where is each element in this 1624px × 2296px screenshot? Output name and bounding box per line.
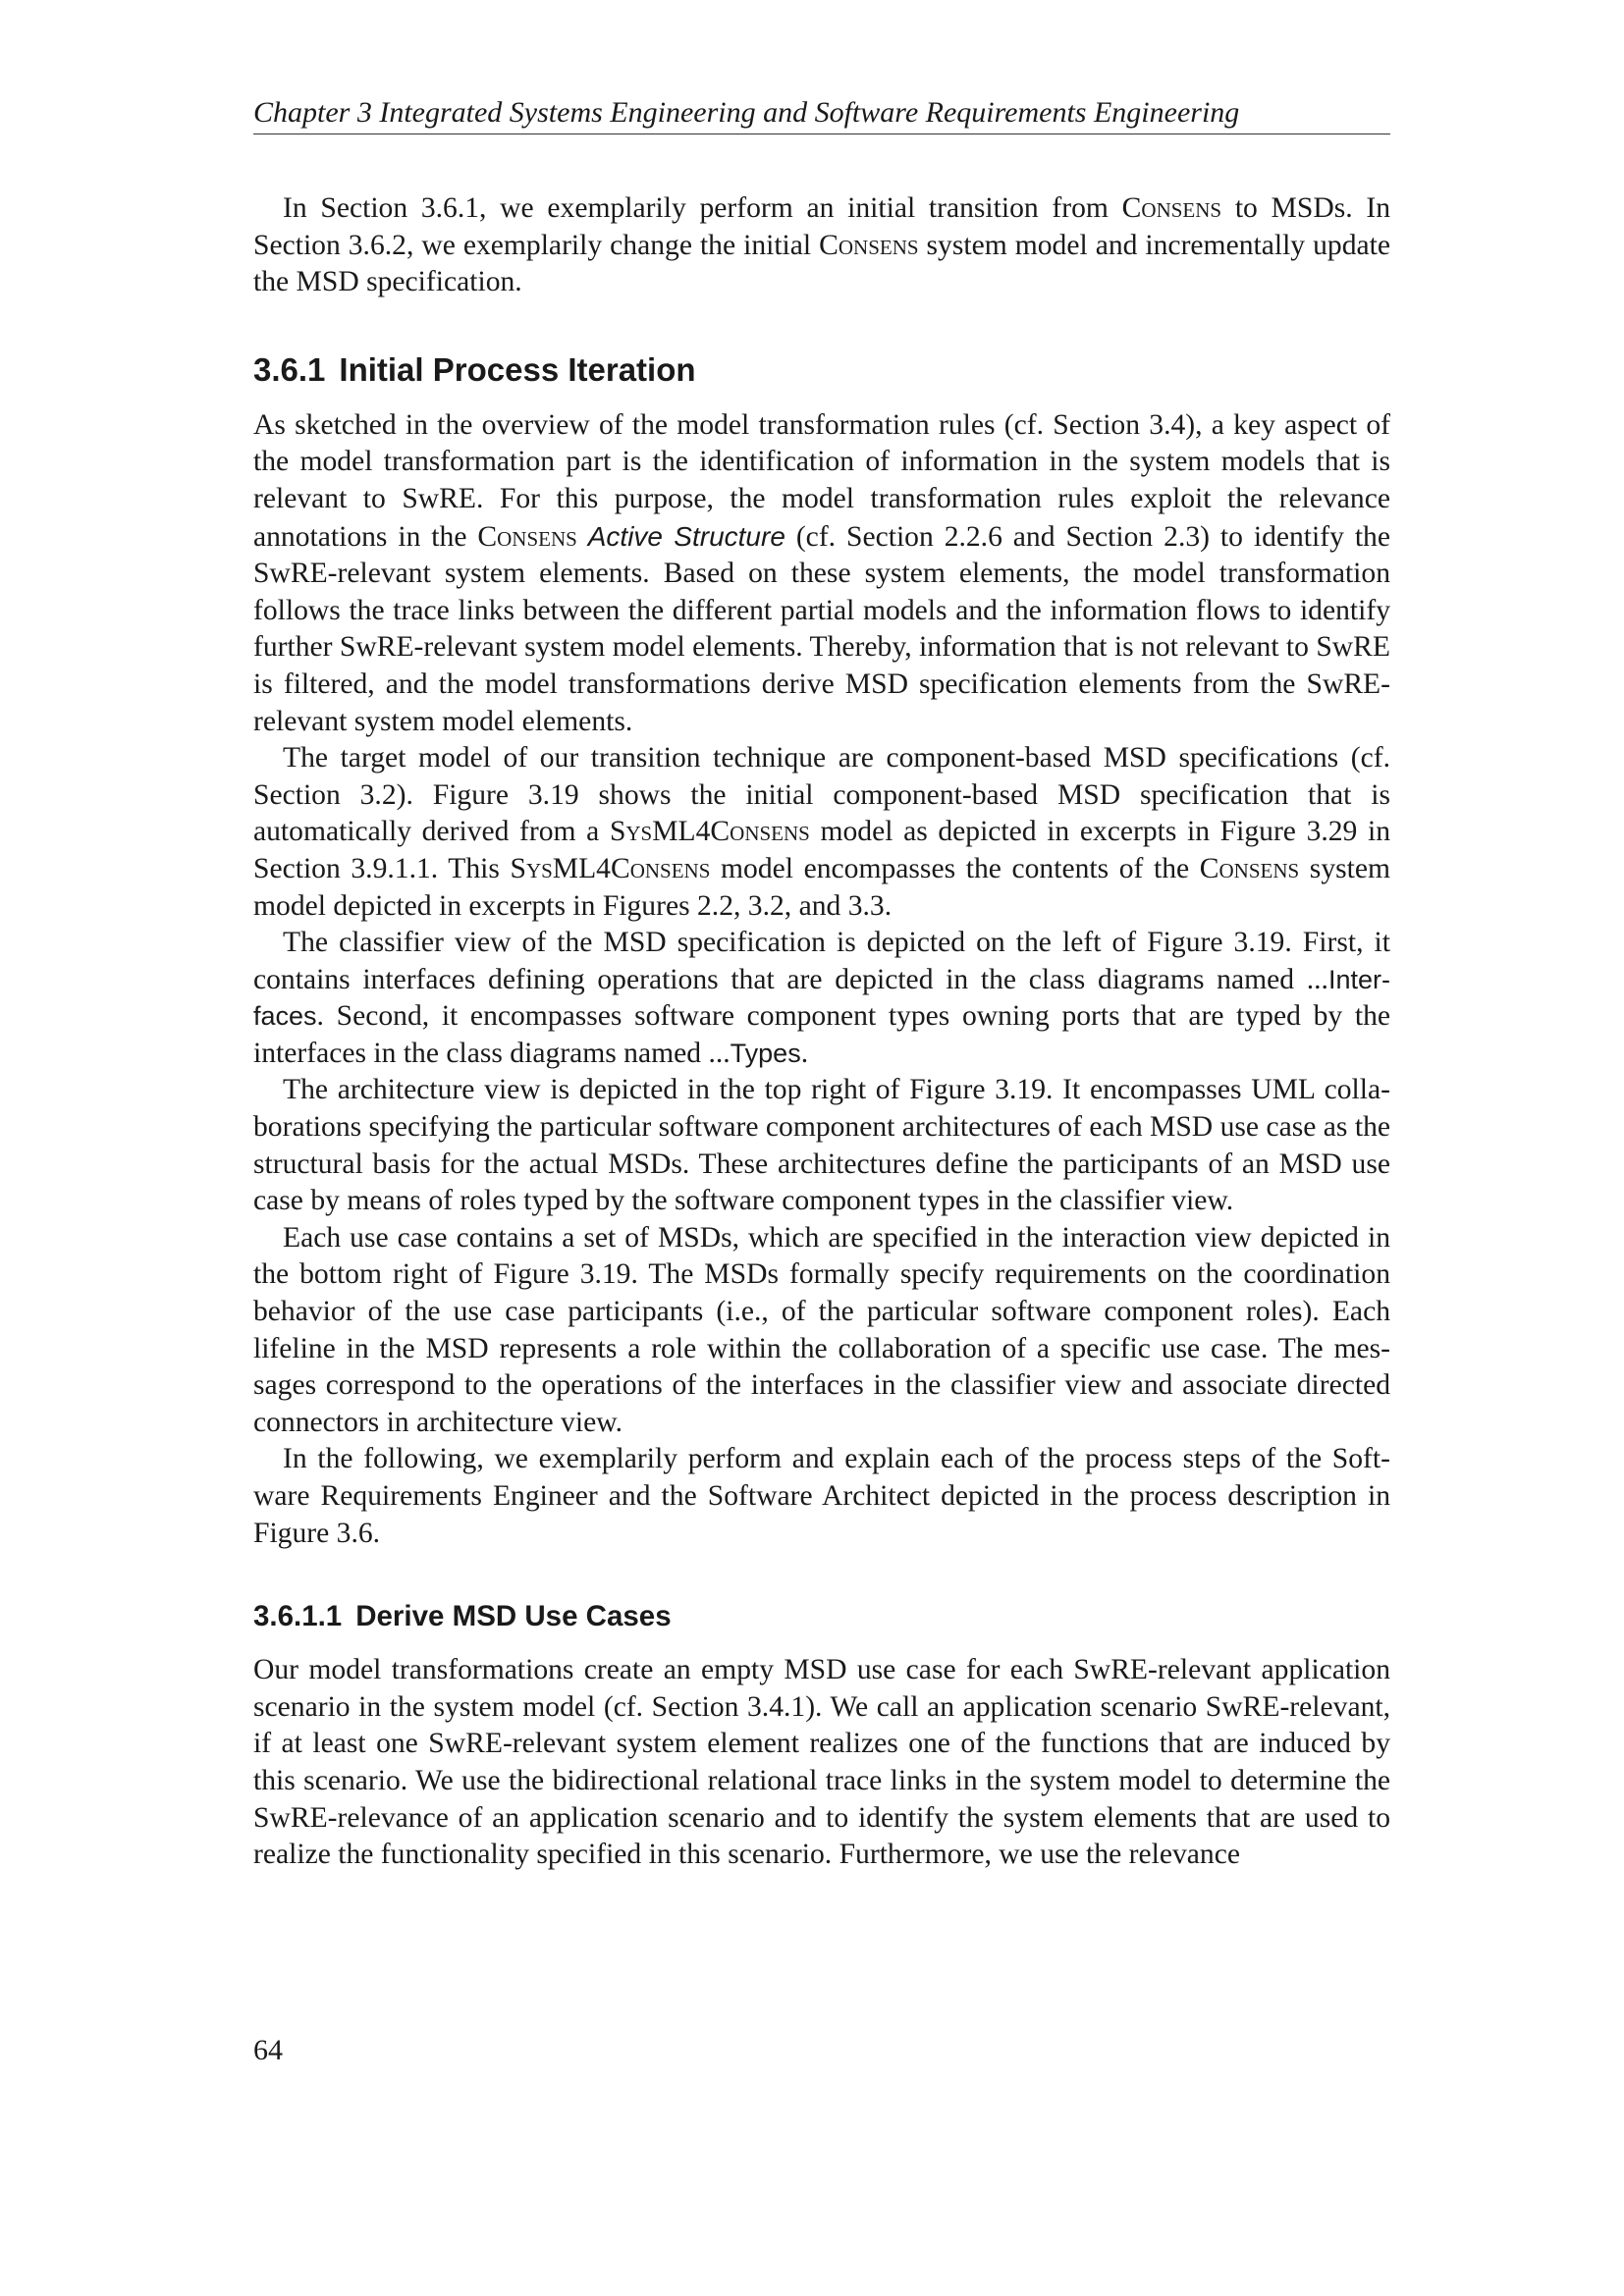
page-number: 64 <box>253 2034 283 2066</box>
types-term: Types <box>730 1038 801 1068</box>
paragraph: The classifier view of the MSD specification is depicted on the left of Figure 3.19. First, it contains interfaces defining operations that are depicted in the class diagrams named ...Inter-faces. Second, it encompasses software component types owning ports that are typed by the interfaces in the class diagrams named ...Types. <box>253 927 1390 1069</box>
interfaces-term: Inter-faces <box>253 964 1390 1032</box>
active-structure-term: Active Structure <box>587 520 785 552</box>
paragraph: The target model of our transition technique are component-based MSD specifications (cf. Section 3.2). Figure 3.19 shows the initial component-based MSD specification that is automatically derived from a SysML4Consens model as depicted in excerpts in Figure 3.29 in Section 3.9.1.1. This SysML4Consens model encompasses the contents of the Consens system model depicted in excerpts in Figures 2.2, 3.2, and 3.3. <box>253 742 1391 922</box>
section-number: 3.6.1.1 <box>253 1600 343 1633</box>
sysml4consens-name: SysML4Consens <box>609 816 810 848</box>
running-header: Chapter 3 Integrated Systems Engineering and Software Requirements Engineering <box>253 96 1390 134</box>
consens-name: Consens <box>1199 852 1300 884</box>
section-heading-3-6-1-1 <box>253 1599 1390 1634</box>
consens-name: Consens <box>1121 192 1222 224</box>
paragraph: Each use case contains a set of MSDs, which are specified in the interaction view depicted in the bottom right of Figure 3.19. The MSDs formally specify requirements on the coordination behavior of the use case participants (i.e., of the particular software component roles). Each lifeline in the MSD represents a role within the collaboration of a specific use case. The mes-sages correspond to the operations of the interfaces in the classifier view and associate directed connectors in architecture view. <box>253 1221 1390 1438</box>
sysml4consens-name: SysML4Consens <box>510 852 711 884</box>
paragraph: As sketched in the overview of the model transformation rules (cf. Section 3.4), a key aspect of the model transformation part is the identification of information in the system models that is relevant to SwRE. For this purpose, the model transformation rules exploit the relevance annotations in the Consens Active Structure (cf. Section 2.2.6 and Section 2.3) to identify the SwRE-relevant system elements. Based on these system elements, the model transformation follows the trace links between the different partial models and the information flows to identify further SwRE-relevant system model elements. Thereby, information that is not relevant to SwRE is filtered, and the model transformations derive MSD specification elements from the SwRE-relevant system model elements. <box>253 408 1390 737</box>
section-number: 3.6.1 <box>253 350 326 388</box>
consens-name: Consens <box>477 520 577 553</box>
paragraph: Our model transformations create an empty MSD use case for each SwRE-relevant application scenario in the system model (cf. Section 3.4.1). We call an application scenario SwRE-relevant, if at least one SwRE-relevant system element realizes one of the functions that are induced by this scenario. We use the bidirectional relational trace links in the system model to determine the SwRE-relevance of an application scenario and to identify the system elements that are used to realize the functionality specified in this scenario. Furthermore, we use the relevance <box>253 1654 1390 1871</box>
consens-name: Consens <box>819 229 919 261</box>
body-text <box>253 190 1390 1874</box>
paragraph: In the following, we exemplarily perform and explain each of the process steps of the Soft-ware Requirements Engineer and the Software Architect depicted in the process description in Figure 3.6. <box>253 1443 1390 1549</box>
section-heading-3-6-1 <box>253 350 1390 390</box>
paragraph: The architecture view is depicted in the top right of Figure 3.19. It encompasses UML colla-borations specifying the particular software component architectures of each MSD use case as the structural basis for the actual MSDs. These architectures define the participants of an MSD use case by means of roles typed by the software component types in the classifier view. <box>253 1074 1390 1217</box>
intro-paragraph: In Section 3.6.1, we exemplarily perform an initial transition from Consens to MSDs. In Section 3.6.2, we exemplarily change the initial Consens system model and incrementally update the MSD specification. <box>253 192 1390 298</box>
section-title: Derive MSD Use Cases <box>355 1600 672 1633</box>
section-title: Initial Process Iteration <box>339 350 696 388</box>
